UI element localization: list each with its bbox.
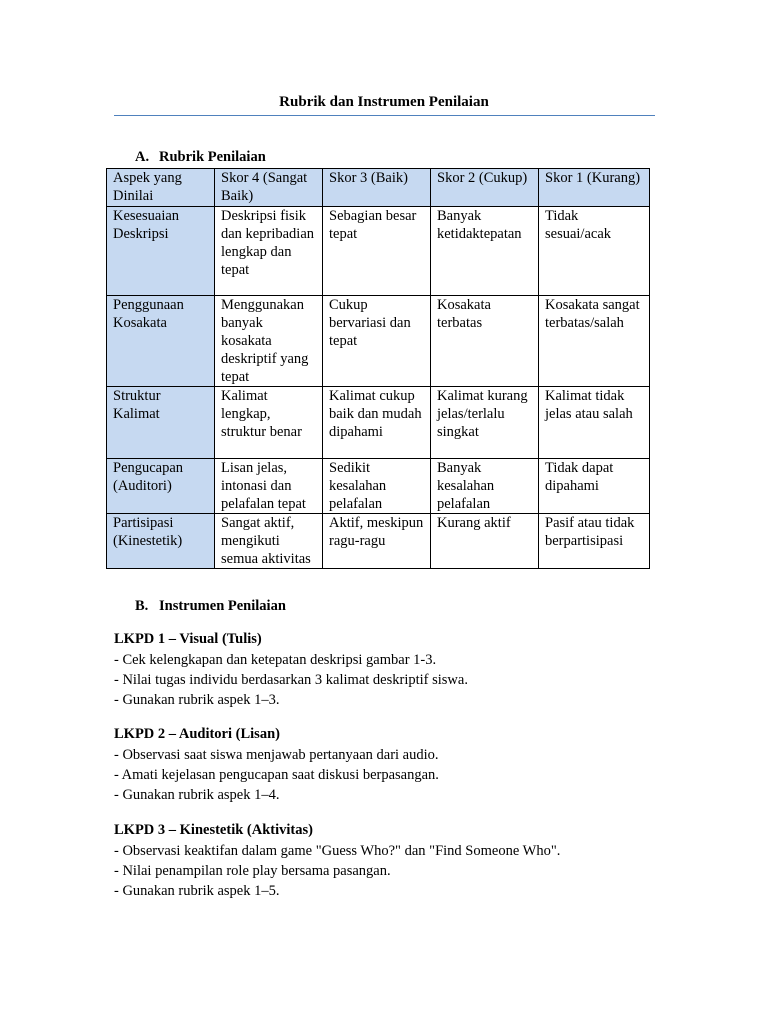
table-row (107, 387, 650, 459)
table-cell: Kosakata terbatas (431, 296, 539, 387)
aspect-cell: Penggunaan Kosakata (107, 296, 215, 387)
table-cell: Kalimat kurang jelas/terlalu singkat (431, 387, 539, 459)
table-cell: Banyak kesalahan pelafalan (431, 459, 539, 514)
instrument-line: - Amati kejelasan pengucapan saat diskusi berpasangan. (114, 767, 439, 783)
table-cell: Aktif, meskipun ragu-ragu (323, 514, 431, 569)
instrument-line: - Cek kelengkapan dan ketepatan deskripsi gambar 1-3. (114, 652, 437, 668)
table-cell: Tidak sesuai/acak (539, 207, 650, 296)
document-title: Rubrik dan Instrumen Penilaian (279, 94, 489, 110)
header-cell-aspect: Aspek yang Dinilai (107, 169, 215, 207)
instrument-line: - Gunakan rubrik aspek 1–4. (114, 787, 280, 803)
instrument-title: LKPD 1 – Visual (Tulis) (114, 631, 262, 647)
table-cell: Cukup bervariasi dan tepat (323, 296, 431, 387)
table-cell: Tidak dapat dipahami (539, 459, 650, 514)
table-row (107, 207, 650, 296)
table-cell: Pasif atau tidak berpartisipasi (539, 514, 650, 569)
table-cell: Sangat aktif, mengikuti semua aktivitas (215, 514, 323, 569)
table-cell: Sedikit kesalahan pelafalan (323, 459, 431, 514)
section-b-title: Instrumen Penilaian (159, 598, 286, 614)
header-cell-score-4: Skor 4 (Sangat Baik) (215, 169, 323, 207)
instrument-title: LKPD 3 – Kinestetik (Aktivitas) (114, 822, 313, 838)
rubric-header-row (107, 169, 650, 207)
table-cell: Menggunakan banyak kosakata deskriptif yang tepat (215, 296, 323, 387)
instrument-lkpd-3 (114, 820, 674, 901)
section-b-letter: B. (135, 598, 149, 614)
table-cell: Lisan jelas, intonasi dan pelafalan tepat (215, 459, 323, 514)
aspect-cell: Pengucapan (Auditori) (107, 459, 215, 514)
instrument-line: - Observasi saat siswa menjawab pertanyaan dari audio. (114, 747, 439, 763)
title-underline-rule (114, 115, 655, 116)
instrument-title: LKPD 2 – Auditori (Lisan) (114, 726, 280, 742)
instrument-line: - Nilai penampilan role play bersama pasangan. (114, 863, 391, 879)
table-row (107, 459, 650, 514)
rubric-table (106, 168, 650, 569)
aspect-cell: Struktur Kalimat (107, 387, 215, 459)
section-a-letter: A. (135, 149, 150, 165)
section-b-heading (135, 597, 286, 615)
instrument-lkpd-1 (114, 629, 674, 710)
table-cell: Kurang aktif (431, 514, 539, 569)
table-row (107, 514, 650, 569)
table-cell: Kalimat lengkap, struktur benar (215, 387, 323, 459)
instrument-lkpd-2 (114, 724, 674, 805)
header-cell-score-2: Skor 2 (Cukup) (431, 169, 539, 207)
table-cell: Kalimat tidak jelas atau salah (539, 387, 650, 459)
instrument-line: - Observasi keaktifan dalam game "Guess Who?" dan "Find Someone Who". (114, 843, 561, 859)
section-a-title: Rubrik Penilaian (159, 149, 266, 165)
instrument-line: - Gunakan rubrik aspek 1–5. (114, 883, 280, 899)
table-cell: Deskripsi fisik dan kepribadian lengkap dan tepat (215, 207, 323, 296)
instrument-line: - Nilai tugas individu berdasarkan 3 kalimat deskriptif siswa. (114, 672, 468, 688)
table-cell: Banyak ketidaktepatan (431, 207, 539, 296)
table-row (107, 296, 650, 387)
aspect-cell: Kesesuaian Deskripsi (107, 207, 215, 296)
aspect-cell: Partisipasi (Kinestetik) (107, 514, 215, 569)
table-cell: Sebagian besar tepat (323, 207, 431, 296)
header-cell-score-1: Skor 1 (Kurang) (539, 169, 650, 207)
section-a-heading (135, 148, 266, 166)
instrument-line: - Gunakan rubrik aspek 1–3. (114, 692, 280, 708)
table-cell: Kosakata sangat terbatas/salah (539, 296, 650, 387)
header-cell-score-3: Skor 3 (Baik) (323, 169, 431, 207)
table-cell: Kalimat cukup baik dan mudah dipahami (323, 387, 431, 459)
